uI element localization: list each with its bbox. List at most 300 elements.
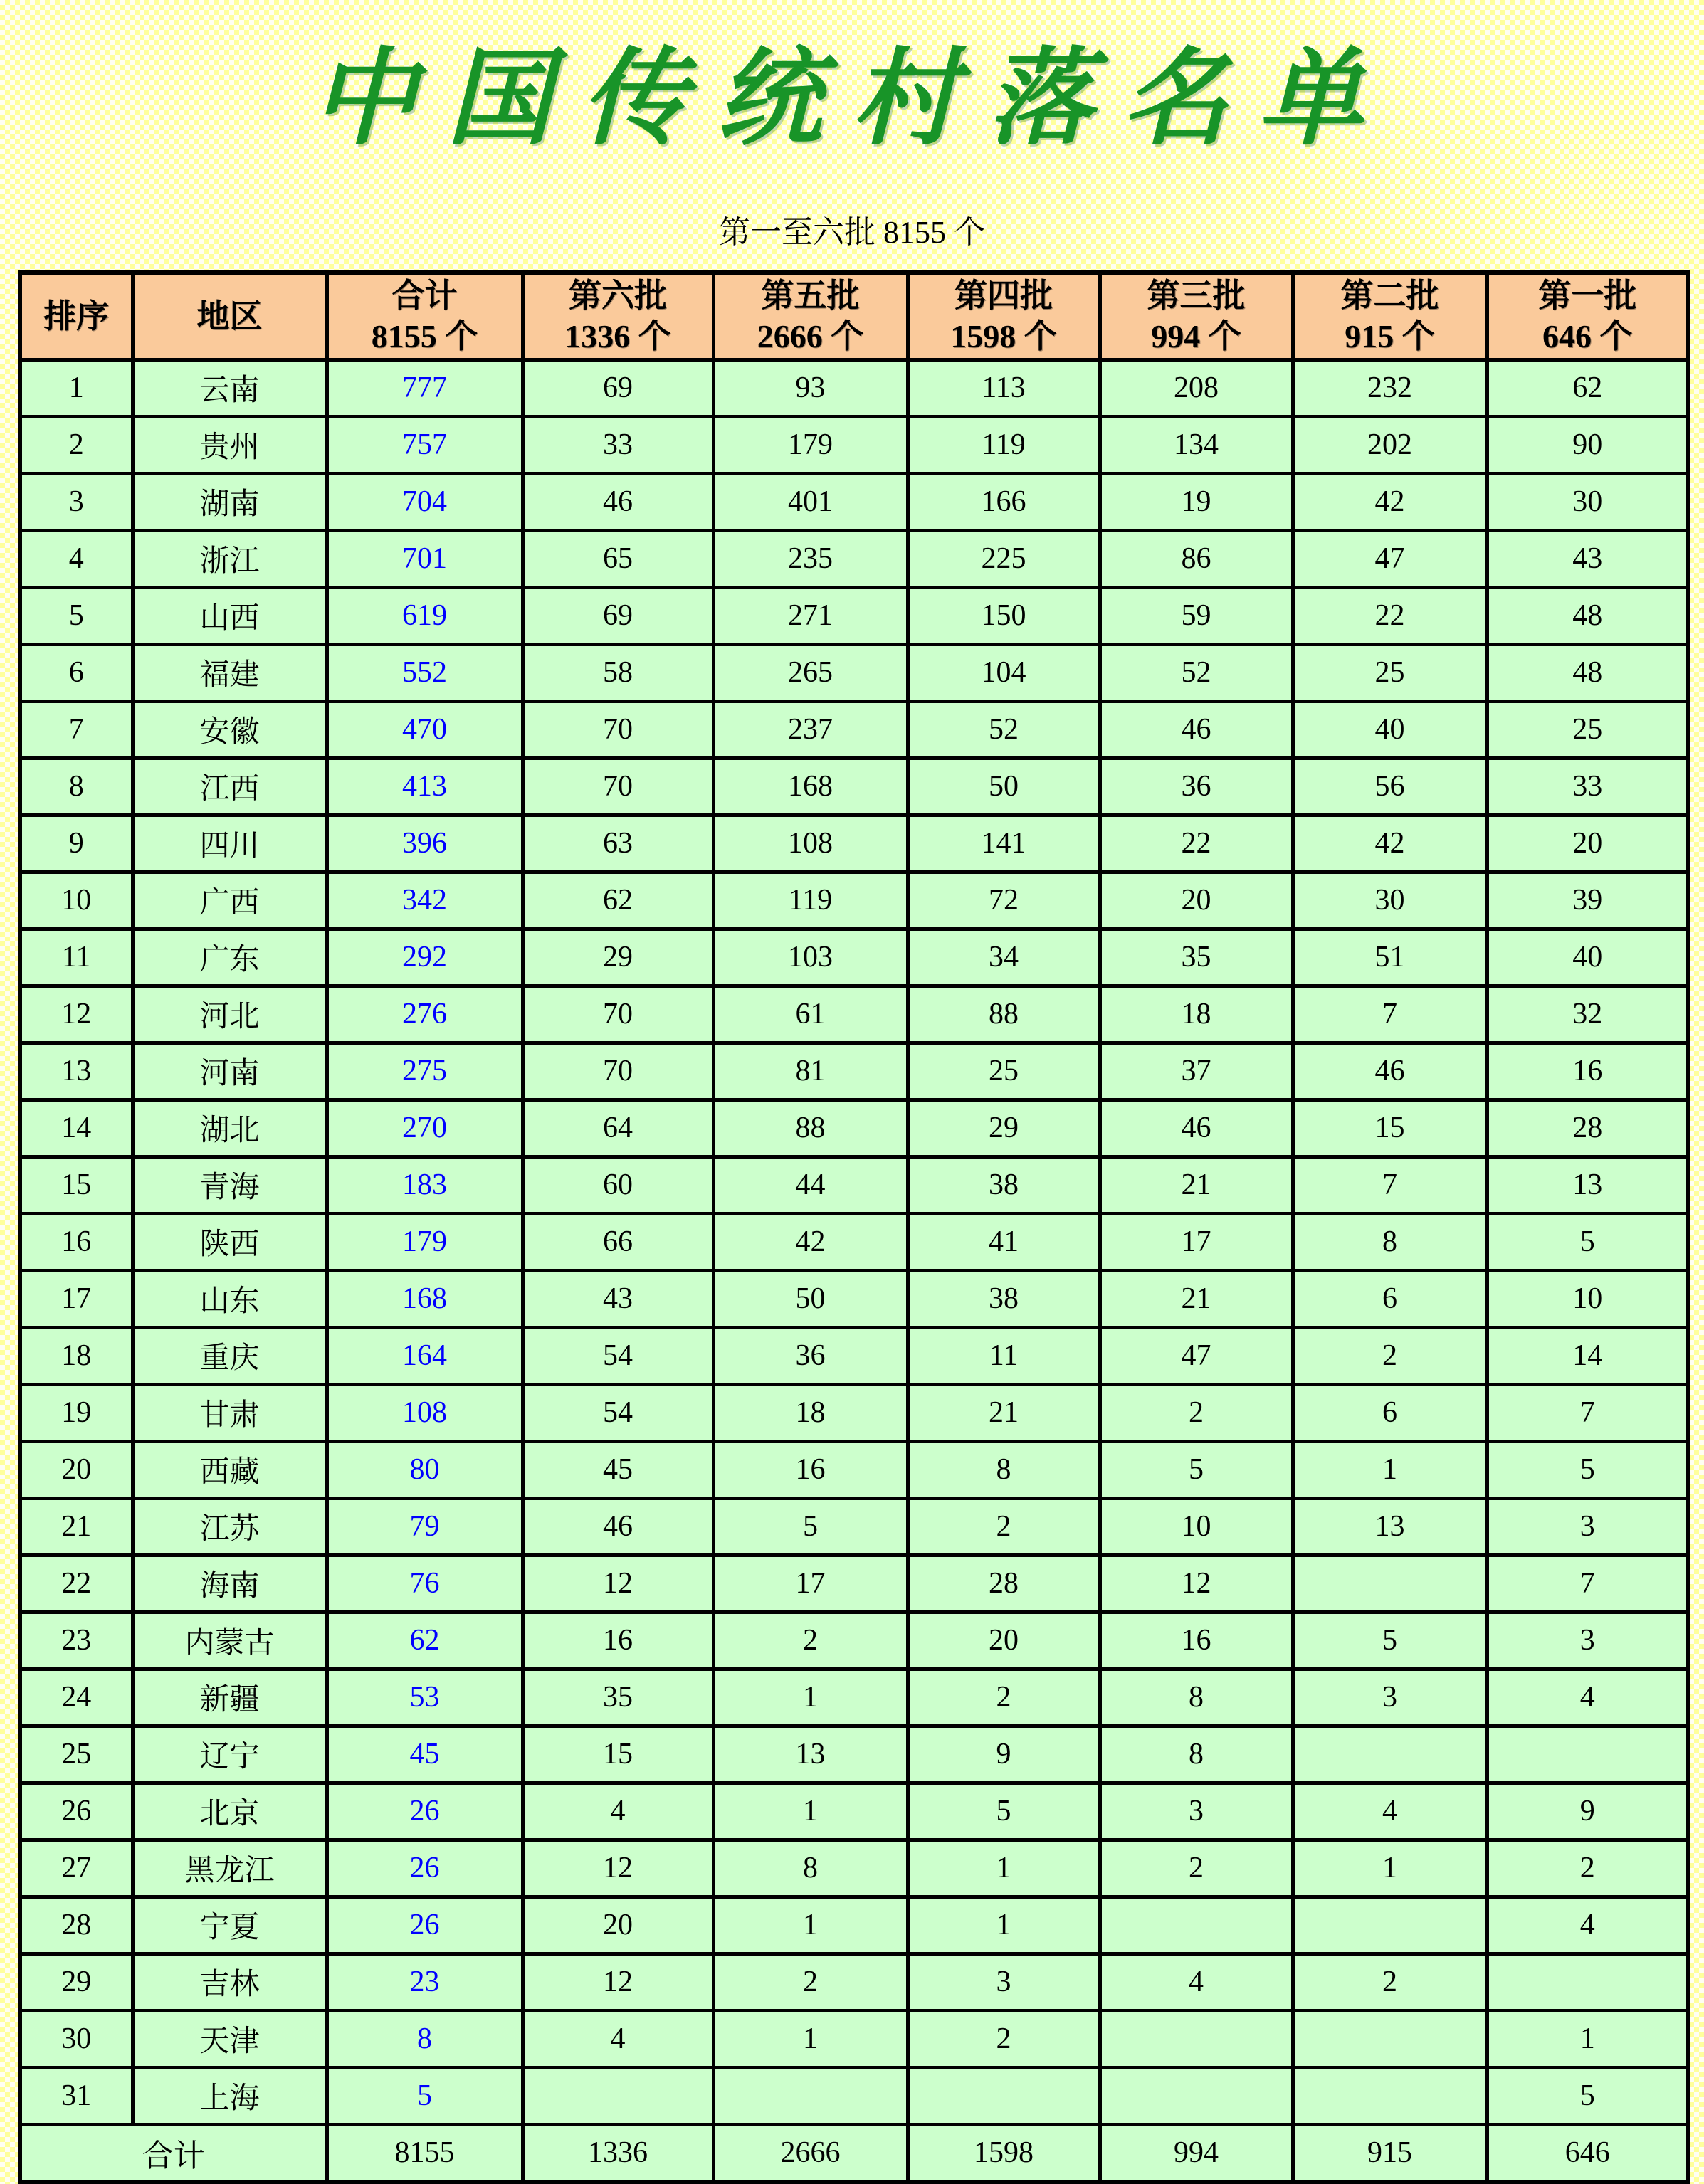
- total-value-cell: 470: [327, 701, 522, 758]
- batch-value-cell: 28: [908, 1555, 1100, 1612]
- batch-value-cell: 3: [1293, 1669, 1487, 1726]
- total-value-cell: 757: [327, 416, 522, 473]
- total-value-cell: 276: [327, 986, 522, 1043]
- rank-cell: 27: [20, 1840, 132, 1897]
- batch-value-cell: 20: [522, 1897, 713, 1953]
- batch-value-cell: 33: [522, 416, 713, 473]
- batch-value-cell: 4: [1487, 1669, 1688, 1726]
- batch-value-cell: 33: [1487, 758, 1688, 815]
- villages-table: [18, 270, 1690, 2184]
- footer-value-cell: 8155: [327, 2124, 522, 2182]
- batch-value-cell: 3: [1487, 1612, 1688, 1669]
- batch-value-cell: 35: [522, 1669, 713, 1726]
- batch-value-cell: 2: [1100, 1840, 1293, 1897]
- table-row: [20, 1555, 1688, 1612]
- batch-value-cell: 54: [522, 1384, 713, 1441]
- batch-value-cell: 1: [1293, 1840, 1487, 1897]
- batch-value-cell: 21: [1100, 1270, 1293, 1327]
- batch-value-cell: 5: [1293, 1612, 1487, 1669]
- batch-value-cell: 41: [908, 1213, 1100, 1270]
- batch-value-cell: 401: [713, 473, 908, 530]
- batch-value-cell: [1293, 1555, 1487, 1612]
- table-body: [20, 359, 1688, 2182]
- region-cell: 山西: [132, 587, 327, 644]
- region-cell: 江苏: [132, 1498, 327, 1555]
- batch-value-cell: 46: [1293, 1043, 1487, 1099]
- total-value-cell: 342: [327, 872, 522, 929]
- batch-value-cell: 208: [1100, 359, 1293, 416]
- region-cell: 福建: [132, 644, 327, 701]
- rank-cell: 3: [20, 473, 132, 530]
- table-row: [20, 872, 1688, 929]
- batch-value-cell: 90: [1487, 416, 1688, 473]
- batch-value-cell: 5: [1487, 1441, 1688, 1498]
- table-row: [20, 1498, 1688, 1555]
- total-value-cell: 270: [327, 1099, 522, 1156]
- batch-value-cell: 5: [1487, 1213, 1688, 1270]
- batch-value-cell: 8: [1100, 1726, 1293, 1783]
- table-row: [20, 1897, 1688, 1953]
- rank-cell: 28: [20, 1897, 132, 1953]
- total-value-cell: 53: [327, 1669, 522, 1726]
- footer-value-cell: 2666: [713, 2124, 908, 2182]
- batch-value-cell: 235: [713, 530, 908, 587]
- footer-value-cell: 1598: [908, 2124, 1100, 2182]
- batch-value-cell: 21: [908, 1384, 1100, 1441]
- batch-value-cell: 2: [1487, 1840, 1688, 1897]
- batch-value-cell: 1: [713, 1897, 908, 1953]
- rank-cell: 23: [20, 1612, 132, 1669]
- batch-value-cell: 62: [522, 872, 713, 929]
- batch-value-cell: 104: [908, 644, 1100, 701]
- header-cell-2: 合计 8155 个: [327, 273, 522, 360]
- table-row: [20, 1213, 1688, 1270]
- region-cell: 甘肃: [132, 1384, 327, 1441]
- batch-value-cell: [1293, 1726, 1487, 1783]
- batch-value-cell: [1100, 2010, 1293, 2067]
- batch-value-cell: 5: [908, 1783, 1100, 1840]
- batch-value-cell: 3: [908, 1953, 1100, 2010]
- batch-value-cell: [1293, 1897, 1487, 1953]
- region-cell: 辽宁: [132, 1726, 327, 1783]
- batch-value-cell: 11: [908, 1327, 1100, 1384]
- total-value-cell: 79: [327, 1498, 522, 1555]
- region-cell: 广东: [132, 929, 327, 986]
- batch-value-cell: [908, 2067, 1100, 2124]
- table-row: [20, 359, 1688, 416]
- batch-value-cell: 20: [1100, 872, 1293, 929]
- rank-cell: 7: [20, 701, 132, 758]
- total-value-cell: 777: [327, 359, 522, 416]
- batch-value-cell: 119: [713, 872, 908, 929]
- region-cell: 山东: [132, 1270, 327, 1327]
- batch-value-cell: 6: [1293, 1270, 1487, 1327]
- footer-row: [20, 2124, 1688, 2182]
- batch-value-cell: 5: [713, 1498, 908, 1555]
- region-cell: 湖北: [132, 1099, 327, 1156]
- batch-value-cell: 103: [713, 929, 908, 986]
- batch-value-cell: 66: [522, 1213, 713, 1270]
- batch-value-cell: 64: [522, 1099, 713, 1156]
- batch-value-cell: 88: [908, 986, 1100, 1043]
- batch-value-cell: 43: [1487, 530, 1688, 587]
- batch-value-cell: 4: [1293, 1783, 1487, 1840]
- batch-value-cell: 10: [1100, 1498, 1293, 1555]
- total-value-cell: 23: [327, 1953, 522, 2010]
- batch-value-cell: 150: [908, 587, 1100, 644]
- table-row: [20, 1327, 1688, 1384]
- batch-value-cell: 16: [1100, 1612, 1293, 1669]
- total-value-cell: 701: [327, 530, 522, 587]
- rank-cell: 13: [20, 1043, 132, 1099]
- total-value-cell: 704: [327, 473, 522, 530]
- total-value-cell: 396: [327, 815, 522, 872]
- total-value-cell: 168: [327, 1270, 522, 1327]
- table-row: [20, 1156, 1688, 1213]
- batch-value-cell: 15: [1293, 1099, 1487, 1156]
- batch-value-cell: 88: [713, 1099, 908, 1156]
- batch-value-cell: 52: [908, 701, 1100, 758]
- batch-value-cell: 265: [713, 644, 908, 701]
- batch-value-cell: 47: [1100, 1327, 1293, 1384]
- batch-value-cell: 21: [1100, 1156, 1293, 1213]
- batch-value-cell: 2: [1293, 1953, 1487, 2010]
- batch-value-cell: 38: [908, 1156, 1100, 1213]
- table-row: [20, 1726, 1688, 1783]
- table-row: [20, 1384, 1688, 1441]
- batch-value-cell: 48: [1487, 587, 1688, 644]
- batch-value-cell: 43: [522, 1270, 713, 1327]
- batch-value-cell: 134: [1100, 416, 1293, 473]
- batch-value-cell: 108: [713, 815, 908, 872]
- batch-value-cell: 22: [1100, 815, 1293, 872]
- table-row: [20, 1669, 1688, 1726]
- table-row: [20, 530, 1688, 587]
- batch-value-cell: [1487, 1726, 1688, 1783]
- rank-cell: 20: [20, 1441, 132, 1498]
- batch-value-cell: 69: [522, 587, 713, 644]
- batch-value-cell: 4: [522, 1783, 713, 1840]
- rank-cell: 24: [20, 1669, 132, 1726]
- batch-value-cell: 3: [1100, 1783, 1293, 1840]
- batch-value-cell: 46: [522, 473, 713, 530]
- total-value-cell: 26: [327, 1897, 522, 1953]
- batch-value-cell: 46: [522, 1498, 713, 1555]
- batch-value-cell: 40: [1487, 929, 1688, 986]
- batch-value-cell: 12: [522, 1953, 713, 2010]
- total-value-cell: 45: [327, 1726, 522, 1783]
- batch-value-cell: 202: [1293, 416, 1487, 473]
- batch-value-cell: 50: [908, 758, 1100, 815]
- region-cell: 陕西: [132, 1213, 327, 1270]
- rank-cell: 29: [20, 1953, 132, 2010]
- batch-value-cell: 58: [522, 644, 713, 701]
- table-row: [20, 1612, 1688, 1669]
- footer-value-cell: 994: [1100, 2124, 1293, 2182]
- region-cell: 北京: [132, 1783, 327, 1840]
- batch-value-cell: 6: [1293, 1384, 1487, 1441]
- batch-value-cell: 28: [1487, 1099, 1688, 1156]
- region-cell: 青海: [132, 1156, 327, 1213]
- batch-value-cell: 9: [1487, 1783, 1688, 1840]
- batch-value-cell: 237: [713, 701, 908, 758]
- batch-value-cell: 86: [1100, 530, 1293, 587]
- batch-value-cell: 70: [522, 986, 713, 1043]
- batch-value-cell: 1: [908, 1897, 1100, 1953]
- batch-value-cell: 2: [1100, 1384, 1293, 1441]
- batch-value-cell: 51: [1293, 929, 1487, 986]
- batch-value-cell: 2: [908, 1669, 1100, 1726]
- region-cell: 重庆: [132, 1327, 327, 1384]
- total-value-cell: 62: [327, 1612, 522, 1669]
- batch-value-cell: 50: [713, 1270, 908, 1327]
- batch-value-cell: 16: [1487, 1043, 1688, 1099]
- total-value-cell: 5: [327, 2067, 522, 2124]
- batch-value-cell: 14: [1487, 1327, 1688, 1384]
- batch-value-cell: 39: [1487, 872, 1688, 929]
- batch-value-cell: 37: [1100, 1043, 1293, 1099]
- batch-value-cell: 16: [522, 1612, 713, 1669]
- region-cell: 江西: [132, 758, 327, 815]
- rank-cell: 18: [20, 1327, 132, 1384]
- region-cell: 天津: [132, 2010, 327, 2067]
- table-row: [20, 1953, 1688, 2010]
- batch-value-cell: 44: [713, 1156, 908, 1213]
- rank-cell: 21: [20, 1498, 132, 1555]
- batch-value-cell: [713, 2067, 908, 2124]
- header-cell-4: 第五批 2666 个: [713, 273, 908, 360]
- batch-value-cell: 18: [713, 1384, 908, 1441]
- batch-value-cell: 61: [713, 986, 908, 1043]
- region-cell: 安徽: [132, 701, 327, 758]
- header-cell-7: 第二批 915 个: [1293, 273, 1487, 360]
- region-cell: 海南: [132, 1555, 327, 1612]
- batch-value-cell: 18: [1100, 986, 1293, 1043]
- region-cell: 宁夏: [132, 1897, 327, 1953]
- table-row: [20, 1043, 1688, 1099]
- total-value-cell: 179: [327, 1213, 522, 1270]
- header-cell-1: 地区: [132, 273, 327, 360]
- rank-cell: 30: [20, 2010, 132, 2067]
- table-row: [20, 644, 1688, 701]
- table-row: [20, 2067, 1688, 2124]
- batch-value-cell: 17: [713, 1555, 908, 1612]
- rank-cell: 9: [20, 815, 132, 872]
- rank-cell: 14: [20, 1099, 132, 1156]
- batch-value-cell: 4: [522, 2010, 713, 2067]
- batch-value-cell: 2: [713, 1953, 908, 2010]
- batch-value-cell: 12: [522, 1555, 713, 1612]
- batch-value-cell: 22: [1293, 587, 1487, 644]
- batch-value-cell: 1: [908, 1840, 1100, 1897]
- batch-value-cell: 7: [1487, 1384, 1688, 1441]
- footer-value-cell: 915: [1293, 2124, 1487, 2182]
- batch-value-cell: 59: [1100, 587, 1293, 644]
- batch-value-cell: 42: [1293, 815, 1487, 872]
- batch-value-cell: 36: [713, 1327, 908, 1384]
- batch-value-cell: 42: [1293, 473, 1487, 530]
- header-cell-3: 第六批 1336 个: [522, 273, 713, 360]
- footer-label-cell: 合计: [20, 2124, 327, 2182]
- table-row: [20, 815, 1688, 872]
- batch-value-cell: 56: [1293, 758, 1487, 815]
- table-header: [20, 273, 1688, 360]
- batch-value-cell: 29: [522, 929, 713, 986]
- rank-cell: 16: [20, 1213, 132, 1270]
- batch-value-cell: 38: [908, 1270, 1100, 1327]
- batch-value-cell: 29: [908, 1099, 1100, 1156]
- batch-value-cell: 4: [1487, 1897, 1688, 1953]
- page-subtitle: 第一至六批 8155 个: [719, 214, 985, 250]
- batch-value-cell: 42: [713, 1213, 908, 1270]
- batch-value-cell: 20: [1487, 815, 1688, 872]
- batch-value-cell: 65: [522, 530, 713, 587]
- batch-value-cell: 30: [1487, 473, 1688, 530]
- batch-value-cell: 179: [713, 416, 908, 473]
- page-title: 中国传统村落名单: [311, 36, 1393, 159]
- batch-value-cell: 72: [908, 872, 1100, 929]
- rank-cell: 2: [20, 416, 132, 473]
- total-value-cell: 26: [327, 1840, 522, 1897]
- batch-value-cell: 17: [1100, 1213, 1293, 1270]
- batch-value-cell: 81: [713, 1043, 908, 1099]
- table-row: [20, 2010, 1688, 2067]
- table-row: [20, 986, 1688, 1043]
- batch-value-cell: 1: [713, 1783, 908, 1840]
- total-value-cell: 76: [327, 1555, 522, 1612]
- batch-value-cell: [522, 2067, 713, 2124]
- table-row: [20, 416, 1688, 473]
- total-value-cell: 164: [327, 1327, 522, 1384]
- region-cell: 黑龙江: [132, 1840, 327, 1897]
- total-value-cell: 413: [327, 758, 522, 815]
- batch-value-cell: 2: [908, 1498, 1100, 1555]
- batch-value-cell: 32: [1487, 986, 1688, 1043]
- region-cell: 湖南: [132, 473, 327, 530]
- table-row: [20, 929, 1688, 986]
- region-cell: 西藏: [132, 1441, 327, 1498]
- batch-value-cell: 52: [1100, 644, 1293, 701]
- batch-value-cell: [1487, 1953, 1688, 2010]
- batch-value-cell: 46: [1100, 701, 1293, 758]
- batch-value-cell: 34: [908, 929, 1100, 986]
- region-cell: 云南: [132, 359, 327, 416]
- rank-cell: 26: [20, 1783, 132, 1840]
- batch-value-cell: 63: [522, 815, 713, 872]
- batch-value-cell: 168: [713, 758, 908, 815]
- footer-value-cell: 1336: [522, 2124, 713, 2182]
- batch-value-cell: 93: [713, 359, 908, 416]
- table-row: [20, 1783, 1688, 1840]
- batch-value-cell: 2: [1293, 1327, 1487, 1384]
- table-row: [20, 1099, 1688, 1156]
- batch-value-cell: [1100, 1897, 1293, 1953]
- rank-cell: 25: [20, 1726, 132, 1783]
- batch-value-cell: 1: [1293, 1441, 1487, 1498]
- batch-value-cell: 54: [522, 1327, 713, 1384]
- rank-cell: 19: [20, 1384, 132, 1441]
- batch-value-cell: 8: [713, 1840, 908, 1897]
- batch-value-cell: 5: [1487, 2067, 1688, 2124]
- rank-cell: 12: [20, 986, 132, 1043]
- batch-value-cell: 69: [522, 359, 713, 416]
- batch-value-cell: 1: [713, 2010, 908, 2067]
- batch-value-cell: 70: [522, 758, 713, 815]
- batch-value-cell: 141: [908, 815, 1100, 872]
- batch-value-cell: 225: [908, 530, 1100, 587]
- batch-value-cell: 20: [908, 1612, 1100, 1669]
- batch-value-cell: 36: [1100, 758, 1293, 815]
- table-row: [20, 1441, 1688, 1498]
- table-row: [20, 473, 1688, 530]
- rank-cell: 11: [20, 929, 132, 986]
- batch-value-cell: [1293, 2067, 1487, 2124]
- total-value-cell: 8: [327, 2010, 522, 2067]
- batch-value-cell: 45: [522, 1441, 713, 1498]
- batch-value-cell: 8: [908, 1441, 1100, 1498]
- header-cell-0: 排序: [20, 273, 132, 360]
- batch-value-cell: 1: [1487, 2010, 1688, 2067]
- region-cell: 新疆: [132, 1669, 327, 1726]
- batch-value-cell: 13: [1487, 1156, 1688, 1213]
- rank-cell: 31: [20, 2067, 132, 2124]
- batch-value-cell: 70: [522, 1043, 713, 1099]
- rank-cell: 10: [20, 872, 132, 929]
- batch-value-cell: 113: [908, 359, 1100, 416]
- batch-value-cell: 8: [1100, 1669, 1293, 1726]
- header-cell-5: 第四批 1598 个: [908, 273, 1100, 360]
- batch-value-cell: 25: [908, 1043, 1100, 1099]
- batch-value-cell: 7: [1487, 1555, 1688, 1612]
- batch-value-cell: [1100, 2067, 1293, 2124]
- batch-value-cell: 15: [522, 1726, 713, 1783]
- batch-value-cell: 7: [1293, 986, 1487, 1043]
- header-cell-6: 第三批 994 个: [1100, 273, 1293, 360]
- batch-value-cell: 30: [1293, 872, 1487, 929]
- region-cell: 浙江: [132, 530, 327, 587]
- rank-cell: 1: [20, 359, 132, 416]
- total-value-cell: 26: [327, 1783, 522, 1840]
- rank-cell: 17: [20, 1270, 132, 1327]
- header-row: [20, 273, 1688, 360]
- batch-value-cell: 271: [713, 587, 908, 644]
- batch-value-cell: 13: [1293, 1498, 1487, 1555]
- batch-value-cell: 40: [1293, 701, 1487, 758]
- batch-value-cell: 232: [1293, 359, 1487, 416]
- table-row: [20, 701, 1688, 758]
- batch-value-cell: 62: [1487, 359, 1688, 416]
- region-cell: 河北: [132, 986, 327, 1043]
- batch-value-cell: 47: [1293, 530, 1487, 587]
- batch-value-cell: [1293, 2010, 1487, 2067]
- batch-value-cell: 70: [522, 701, 713, 758]
- batch-value-cell: 46: [1100, 1099, 1293, 1156]
- batch-value-cell: 119: [908, 416, 1100, 473]
- total-value-cell: 619: [327, 587, 522, 644]
- region-cell: 上海: [132, 2067, 327, 2124]
- rank-cell: 5: [20, 587, 132, 644]
- batch-value-cell: 166: [908, 473, 1100, 530]
- total-value-cell: 292: [327, 929, 522, 986]
- total-value-cell: 108: [327, 1384, 522, 1441]
- batch-value-cell: 60: [522, 1156, 713, 1213]
- batch-value-cell: 10: [1487, 1270, 1688, 1327]
- table-row: [20, 1840, 1688, 1897]
- batch-value-cell: 1: [713, 1669, 908, 1726]
- batch-value-cell: 16: [713, 1441, 908, 1498]
- batch-value-cell: 12: [522, 1840, 713, 1897]
- region-cell: 贵州: [132, 416, 327, 473]
